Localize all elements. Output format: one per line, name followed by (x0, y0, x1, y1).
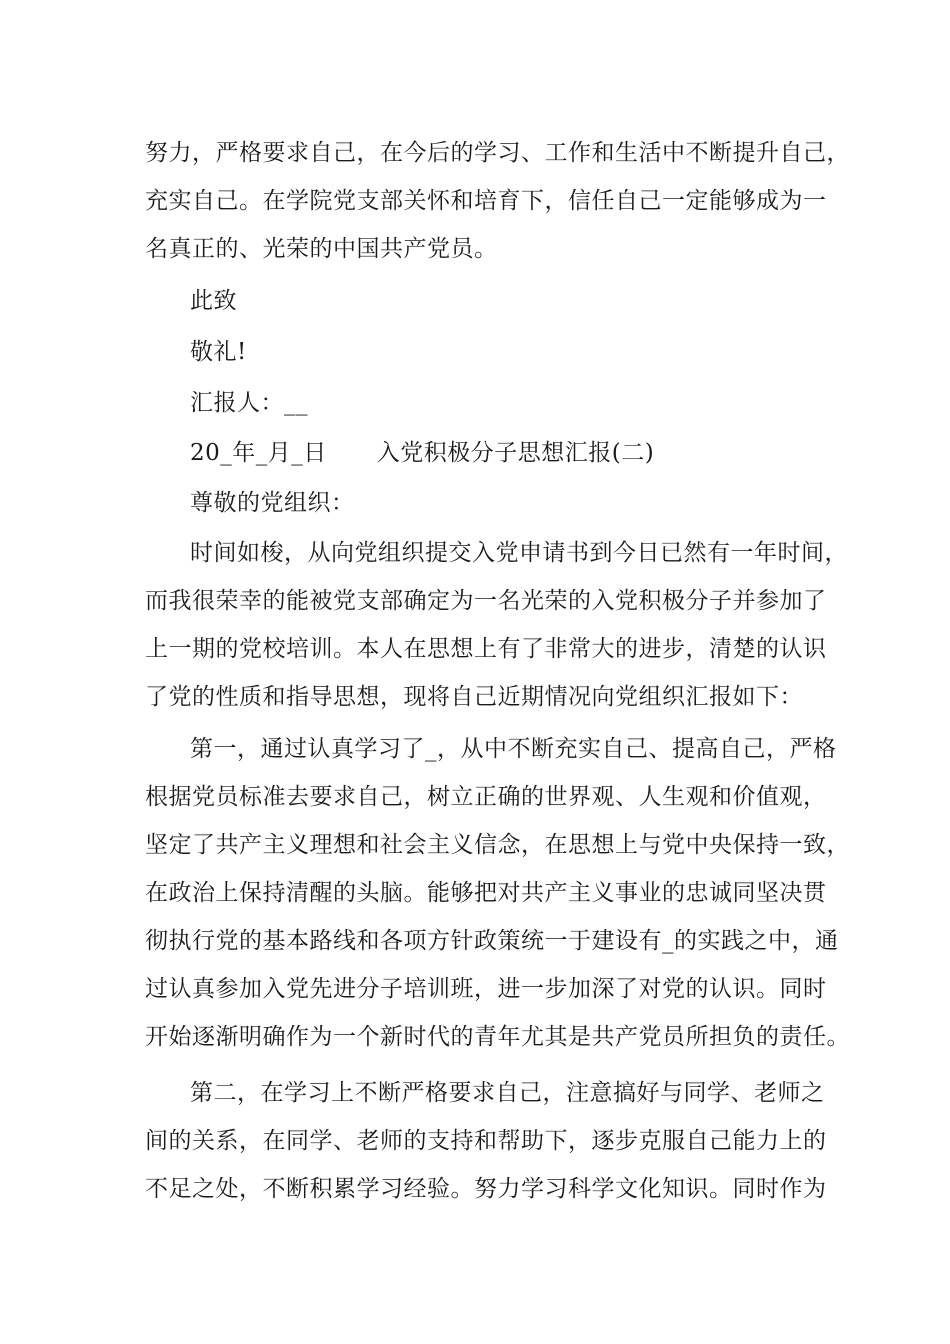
paragraph-line: 第二，在学习上不断严格要求自己，注意搞好与同学、老师之 (190, 1080, 825, 1106)
paragraph-line: 根据党员标准去要求自己，树立正确的世界观、人生观和价值观， (145, 784, 827, 810)
body-line: 名真正的、光荣的中国共产党员。 (145, 236, 498, 262)
body-line: 充实自己。在学院党支部关怀和培育下，信任自己一定能够成为一 (145, 188, 827, 214)
closing-regards: 敬礼! (190, 339, 247, 365)
paragraph-line: 过认真参加入党先进分子培训班，进一步加深了对党的认识。同时 (145, 976, 827, 1002)
paragraph-line: 了党的性质和指导思想，现将自己近期情况向党组织汇报如下： (145, 684, 803, 710)
body-line: 努力，严格要求自己，在今后的学习、工作和生活中不断提升自己， (145, 140, 850, 166)
paragraph-line: 上一期的党校培训。本人在思想上有了非常大的进步，清楚的认识 (145, 636, 827, 662)
closing-salutation: 此致 (190, 288, 237, 314)
date-placeholder: 20_年_月_日 (190, 440, 327, 466)
paragraph-line: 间的关系，在同学、老师的支持和帮助下，逐步克服自己能力上的 (145, 1128, 827, 1154)
paragraph-line: 开始逐渐明确作为一个新时代的青年尤其是共产党员所担负的责任。 (145, 1024, 850, 1050)
paragraph-line: 不足之处，不断积累学习经验。努力学习科学文化知识。同时作为 (145, 1176, 827, 1202)
paragraph-line: 坚定了共产主义理想和社会主义信念，在思想上与党中央保持一致， (145, 832, 850, 858)
date-title-line (190, 438, 870, 468)
section-title: 入党积极分子思想汇报(二) (376, 440, 655, 466)
paragraph-line: 在政治上保持清醒的头脑。能够把对共产主义事业的忠诚同坚决贯 (145, 880, 827, 906)
greeting: 尊敬的党组织： (190, 490, 355, 516)
paragraph-line: 时间如梭，从向党组织提交入党申请书到今日已然有一年时间， (190, 540, 848, 566)
paragraph-line: 彻执行党的基本路线和各项方针政策统一于建设有_的实践之中，通 (145, 928, 839, 954)
reporter-line: 汇报人：__ (190, 390, 308, 416)
paragraph-line: 而我很荣幸的能被党支部确定为一名光荣的入党积极分子并参加了 (145, 588, 827, 614)
paragraph-line: 第一，通过认真学习了_，从中不断充实自己、提高自己，严格 (190, 736, 837, 762)
